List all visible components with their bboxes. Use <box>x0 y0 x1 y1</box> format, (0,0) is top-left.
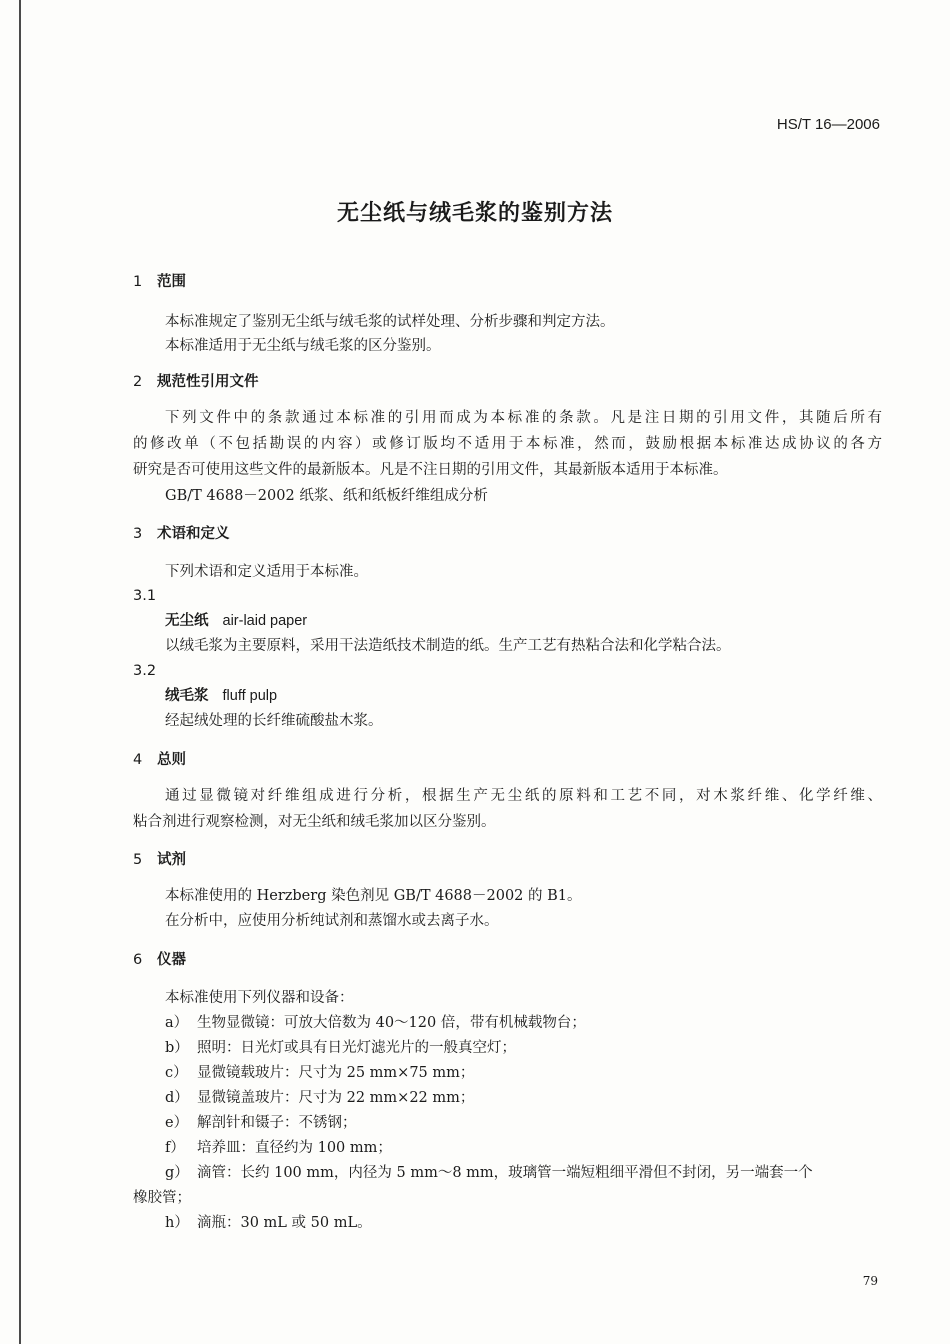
page-number: 79 <box>862 1274 878 1288</box>
section-title: 试剂 <box>157 852 186 868</box>
normative-reference: GB/T 4688－2002 纸浆、纸和纸板纤维组成分析 <box>165 488 488 504</box>
term-chinese: 无尘纸 <box>165 613 209 629</box>
paragraph-line: 下列文件中的条款通过本标准的引用而成为本标准的条款。凡是注日期的引用文件，其随后所有 <box>165 410 882 426</box>
term-entry <box>165 611 307 631</box>
section-number: 6 <box>133 952 143 968</box>
list-text: 培养皿：直径约为 100 mm； <box>197 1140 392 1156</box>
term-english: air-laid paper <box>222 613 308 629</box>
list-text: 照明：日光灯或具有日光灯滤光片的一般真空灯； <box>197 1040 516 1056</box>
term-definition: 以绒毛浆为主要原料，采用干法造纸技术制造的纸。生产工艺有热粘合法和化学粘合法。 <box>165 638 731 654</box>
paragraph: 在分析中，应使用分析纯试剂和蒸馏水或去离子水。 <box>165 913 499 929</box>
list-marker: b） <box>165 1040 189 1056</box>
paragraph: 本标准使用的 Herzberg 染色剂见 GB/T 4688－2002 的 B1。 <box>165 888 582 904</box>
list-item <box>165 1038 516 1058</box>
list-text: 显微镜盖玻片：尺寸为 22 mm×22 mm； <box>197 1090 475 1106</box>
clause-number: 3.2 <box>133 663 157 679</box>
section-number: 5 <box>133 852 143 868</box>
list-marker: h） <box>165 1215 189 1231</box>
list-item <box>165 1213 372 1233</box>
list-item-continuation: 橡胶管； <box>133 1190 191 1206</box>
section-number: 2 <box>133 374 143 390</box>
list-text: 生物显微镜：可放大倍数为 40～120 倍，带有机械载物台； <box>197 1015 586 1031</box>
paragraph: 下列术语和定义适用于本标准。 <box>165 564 368 580</box>
section-3-heading <box>133 524 230 544</box>
section-4-heading <box>133 750 186 770</box>
term-entry <box>165 686 277 706</box>
document-code: HS/T 16—2006 <box>776 116 880 133</box>
list-item <box>165 1013 586 1033</box>
list-marker: c） <box>165 1065 188 1081</box>
list-item <box>165 1113 357 1133</box>
clause-number: 3.1 <box>133 588 157 604</box>
section-number: 3 <box>133 526 143 542</box>
section-number: 4 <box>133 752 143 768</box>
page-title: 无尘纸与绒毛浆的鉴别方法 <box>336 201 613 226</box>
section-title: 总则 <box>157 752 186 768</box>
list-text: 解剖针和镊子：不锈钢； <box>197 1115 357 1131</box>
section-title: 术语和定义 <box>157 526 230 542</box>
section-2-heading <box>133 372 259 392</box>
list-marker: d） <box>165 1090 189 1106</box>
list-marker: e） <box>165 1115 189 1131</box>
paragraph: 本标准使用下列仪器和设备： <box>165 990 354 1006</box>
list-text: 滴管：长约 100 mm，内径为 5 mm～8 mm，玻璃管一端短粗细平滑但不封闭，另一端套一个 <box>197 1165 813 1181</box>
section-number: 1 <box>133 274 143 290</box>
term-english: fluff pulp <box>222 688 278 704</box>
list-marker: a） <box>165 1015 189 1031</box>
list-item <box>165 1088 474 1108</box>
list-marker: f） <box>165 1140 185 1156</box>
paragraph: 本标准规定了鉴别无尘纸与绒毛浆的试样处理、分析步骤和判定方法。 <box>165 314 615 330</box>
list-item <box>165 1063 474 1083</box>
list-marker: g） <box>165 1165 189 1181</box>
section-5-heading <box>133 850 186 870</box>
paragraph-line: 研究是否可使用这些文件的最新版本。凡是不注日期的引用文件，其最新版本适用于本标准。 <box>133 462 728 478</box>
section-1-heading <box>133 272 186 292</box>
section-title: 规范性引用文件 <box>157 374 259 390</box>
section-title: 范围 <box>157 274 186 290</box>
list-item <box>165 1163 813 1183</box>
list-item <box>165 1138 392 1158</box>
list-text: 滴瓶：30 mL 或 50 mL。 <box>197 1215 372 1231</box>
paragraph-line: 粘合剂进行观察检测，对无尘纸和绒毛浆加以区分鉴别。 <box>133 814 496 830</box>
list-text: 显微镜载玻片：尺寸为 25 mm×75 mm； <box>197 1065 475 1081</box>
section-6-heading <box>133 950 186 970</box>
term-definition: 经起绒处理的长纤维硫酸盐木浆。 <box>165 713 383 729</box>
paragraph-line: 的修改单（不包括勘误的内容）或修订版均不适用于本标准，然而，鼓励根据本标准达成协议的各方 <box>133 436 882 452</box>
paragraph: 本标准适用于无尘纸与绒毛浆的区分鉴别。 <box>165 338 441 354</box>
term-chinese: 绒毛浆 <box>165 688 209 704</box>
paragraph-line: 通过显微镜对纤维组成进行分析，根据生产无尘纸的原料和工艺不同，对木浆纤维、化学纤维、 <box>165 788 882 804</box>
section-title: 仪器 <box>157 952 186 968</box>
